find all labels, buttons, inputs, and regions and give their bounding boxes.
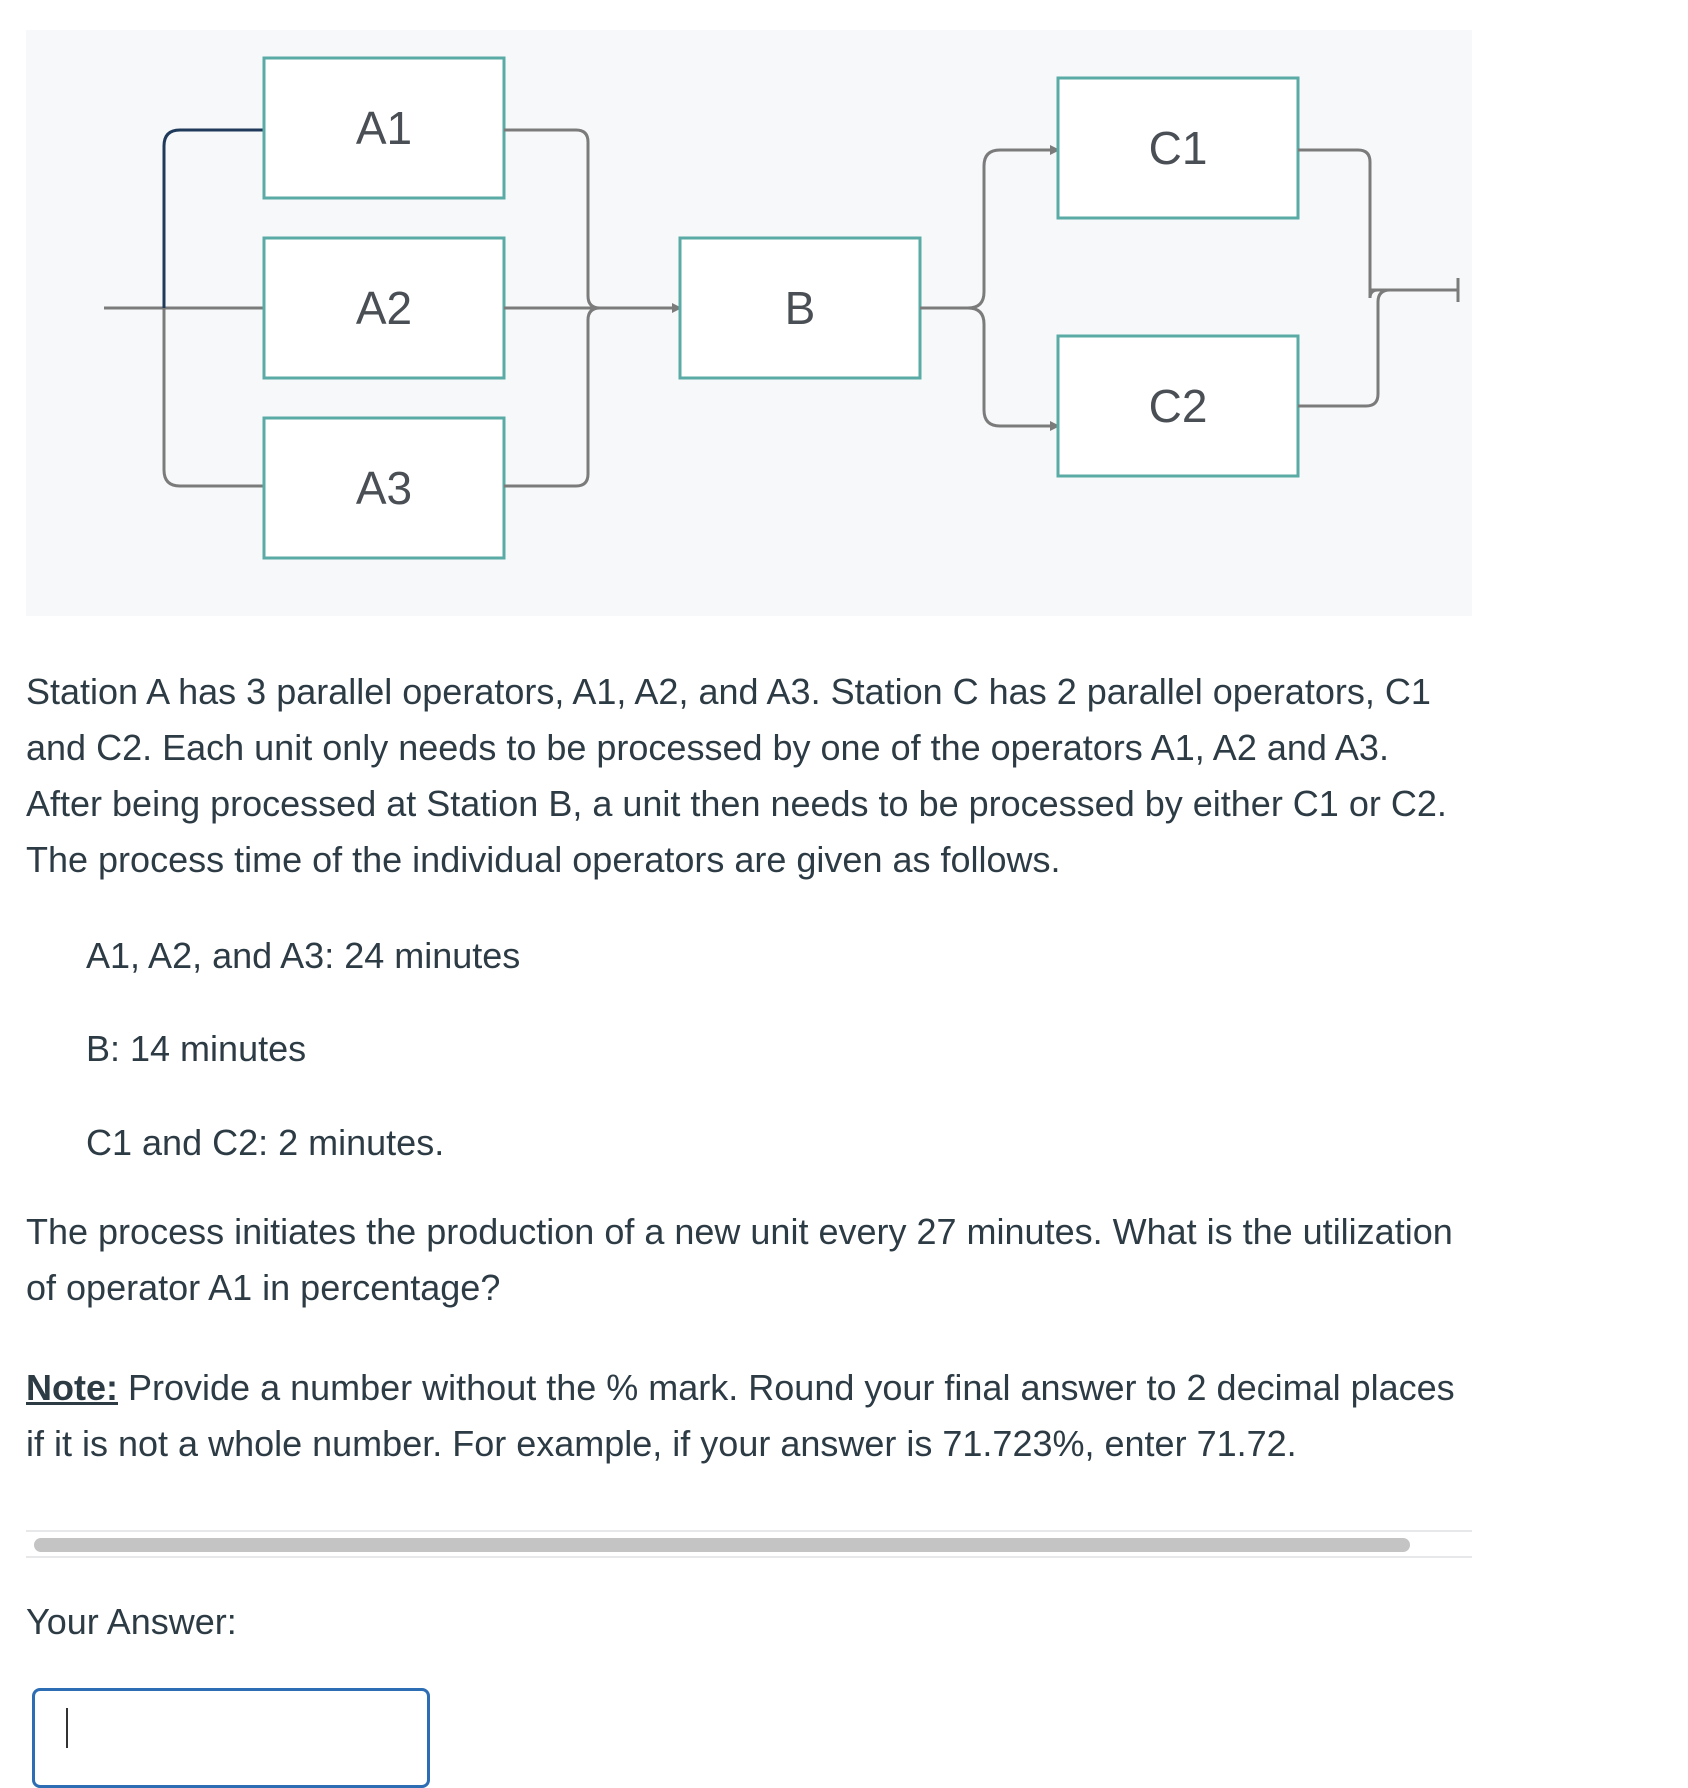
- c2-output-connector: [1298, 290, 1390, 406]
- a3-output-connector: [504, 308, 600, 486]
- time-station-b: B: 14 minutes: [86, 1028, 307, 1069]
- answer-label: Your Answer:: [26, 1601, 237, 1642]
- node-a1-label: A1: [355, 102, 413, 154]
- scrollbar-thumb[interactable]: [34, 1538, 1410, 1552]
- b-to-c2-connector: [968, 308, 1058, 426]
- diagram-svg: [26, 30, 1472, 616]
- question-prompt: The process initiates the production of a new unit every 27 minutes. What is the utilization of operator A1 in percentage?: [26, 1211, 1453, 1308]
- node-b-label: B: [784, 282, 816, 334]
- connector-to-a1: [164, 130, 264, 308]
- node-c2-label: C2: [1148, 380, 1208, 432]
- horizontal-scrollbar[interactable]: [26, 1530, 1472, 1558]
- node-a3-label: A3: [355, 462, 413, 514]
- a1-output-connector: [504, 130, 600, 308]
- c1-output-connector: [1298, 150, 1378, 298]
- answer-input[interactable]: [32, 1688, 430, 1788]
- b-to-c1-connector: [920, 150, 1058, 308]
- text-caret: [66, 1708, 68, 1748]
- process-flow-diagram: [26, 30, 1472, 616]
- time-station-c: C1 and C2: 2 minutes.: [86, 1122, 445, 1163]
- question-intro: Station A has 3 parallel operators, A1, A2, and A3. Station C has 2 parallel operators, C1 and C2. Each unit only needs to be processed by one of the operators A1, A2 and A3. After being processed at Station B, a unit then needs to be processed by either C1 or C2. The process time of the individual operators are given as follows.: [26, 671, 1447, 880]
- time-station-a: A1, A2, and A3: 24 minutes: [86, 935, 521, 976]
- question-note: [26, 1360, 1472, 1472]
- connector-to-a3: [164, 308, 264, 486]
- note-text: Provide a number without the % mark. Round your final answer to 2 decimal places if it is not a whole number. For example, if your answer is 71.723%, enter 71.72.: [26, 1367, 1455, 1464]
- node-a2-label: A2: [355, 282, 413, 334]
- note-label: Note:: [26, 1367, 118, 1408]
- node-c1-label: C1: [1148, 122, 1208, 174]
